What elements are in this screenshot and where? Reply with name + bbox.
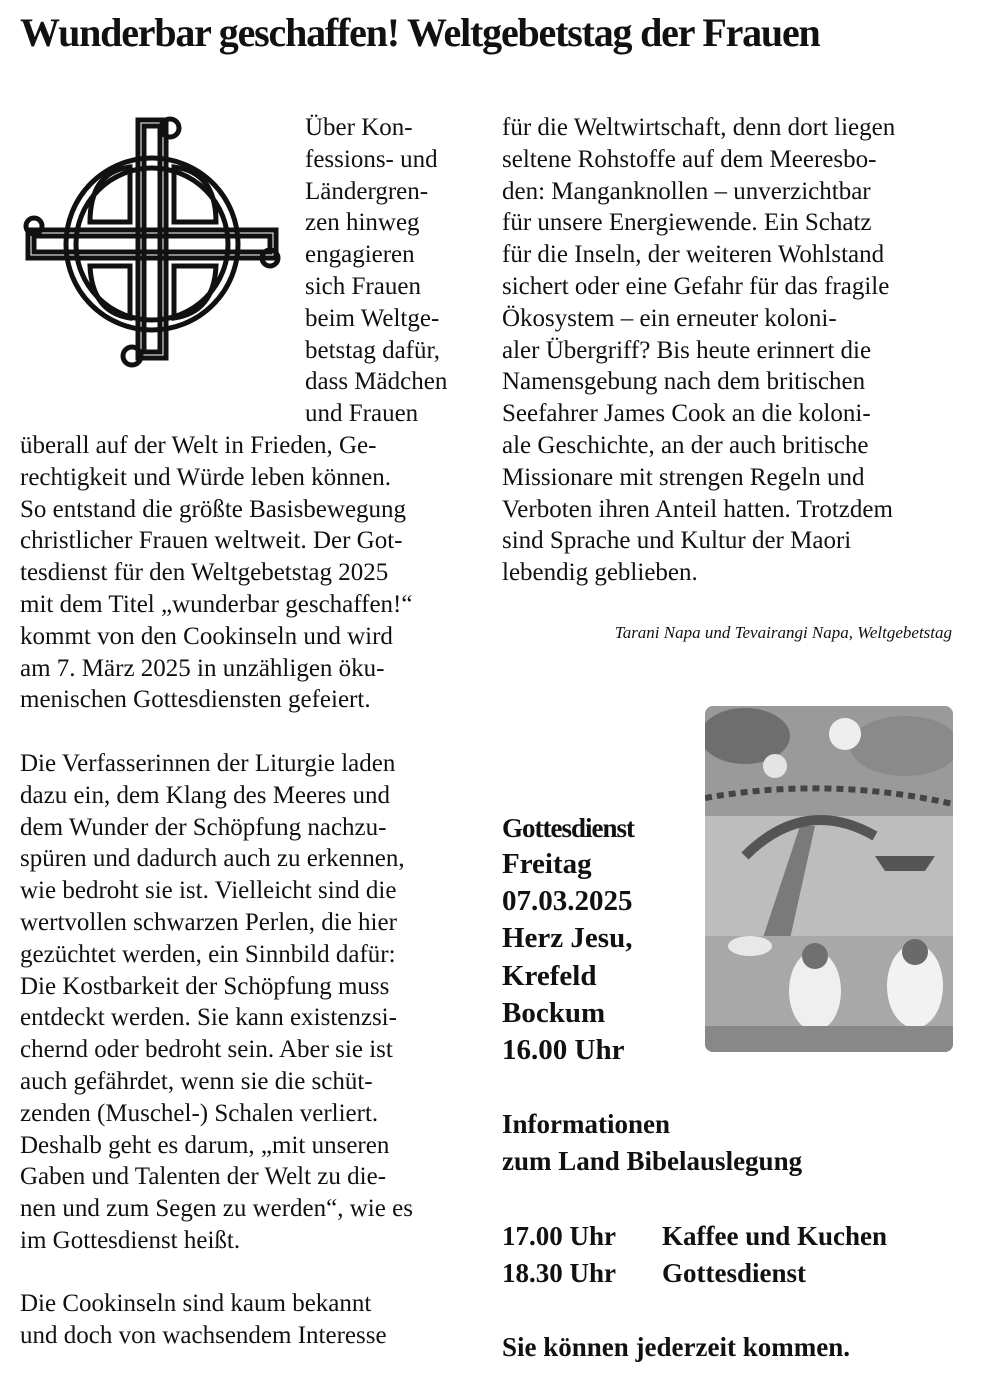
- event-place: Herz Jesu,: [502, 922, 633, 955]
- event-day: Freitag: [502, 848, 592, 880]
- schedule-item: 17.00 Uhr Kaffee und Kuchen: [502, 1220, 888, 1251]
- event-info: [502, 810, 992, 1366]
- event-district: Bockum: [502, 996, 606, 1029]
- event-heading: Gottesdienst: [502, 813, 634, 843]
- left-column: [20, 112, 480, 1352]
- schedule-item: 18.30 Uhr Gottesdienst: [502, 1257, 806, 1288]
- info-line-1: Informationen: [502, 1109, 670, 1140]
- closing-note: Sie können jederzeit kommen.: [502, 1332, 850, 1363]
- page-title: Wunderbar geschaffen! Weltgebetstag der Frauen: [20, 10, 820, 55]
- event-city: Krefeld: [502, 959, 597, 992]
- paragraph-2: Die Verfasserinnen der Liturgie laden dazu ein, dem Klang des Meeres und dem Wunder der Schöpfung nachzu- spüren und dadurch auch zu erkennen, wie bedroht sie ist. Vielleicht sind die wertvollen schwarzen Perlen, die hier gezüchtet werden, ein Sinnbild dafür: Die Kostbarkeit der Schöpfung muss entdeckt werden. Sie kann existenzsi- chernd oder bedroht sein. Aber sie ist auch gefährdet, wenn sie die schüt- zenden (Muschel-) Schalen verliert. Deshalb geht es darum, „mit unseren Gaben und Talenten der Welt zu die- nen und zum Segen zu werden“, wie es im Gottesdienst heißt.: [20, 749, 413, 1254]
- right-column: für die Weltwirtschaft, denn dort liegen seltene Rohstoffe auf dem Meeresbo- den: Manganknollen – unverzichtbar für unsere Energiewende. Ein Schatz für die Inseln, der weiteren Wohlstand sichert oder eine Gefahr für das fragile Ökosystem – ein erneuter koloni- aler Übergriff? Bis heute erinnert die Namensgebung nach dem britischen Seefahrer James Cook an die koloni- ale Geschichte, an der auch britische Missionare mit strengen Regeln und Verboten ihren Anteil hatten. Trotzdem sind Sprache und Kultur der Maori lebendig geblieben.: [502, 114, 896, 587]
- author-credit: Tarani Napa und Tevairangi Napa, Weltgebetstag: [614, 623, 952, 642]
- info-line-2: zum Land Bibelauslegung: [502, 1146, 803, 1177]
- event-date: 07.03.2025: [502, 885, 633, 918]
- paragraph-3: Die Cookinseln sind kaum bekannt und doch von wachsendem Interesse: [20, 1290, 387, 1350]
- paragraph-1: überall auf der Welt in Frieden, Ge- rechtigkeit und Würde leben können. So entstand die größte Basisbewegung christlicher Frauen weltweit. Der Got- tesdienst für den Weltgebetstag 2025 mit dem Titel „wunderbar geschaffen!“ kommt von den Cookinseln und wird am 7. März 2025 in unzähligen öku- menischen Gottesdiensten gefeiert.: [20, 431, 413, 714]
- event-time: 16.00 Uhr: [502, 1034, 625, 1067]
- intro-text: Über Kon- fessions- und Ländergren- zen hinweg engagieren sich Frauen beim Weltge- betstag dafür, dass Mädchen und Frauen: [305, 114, 448, 428]
